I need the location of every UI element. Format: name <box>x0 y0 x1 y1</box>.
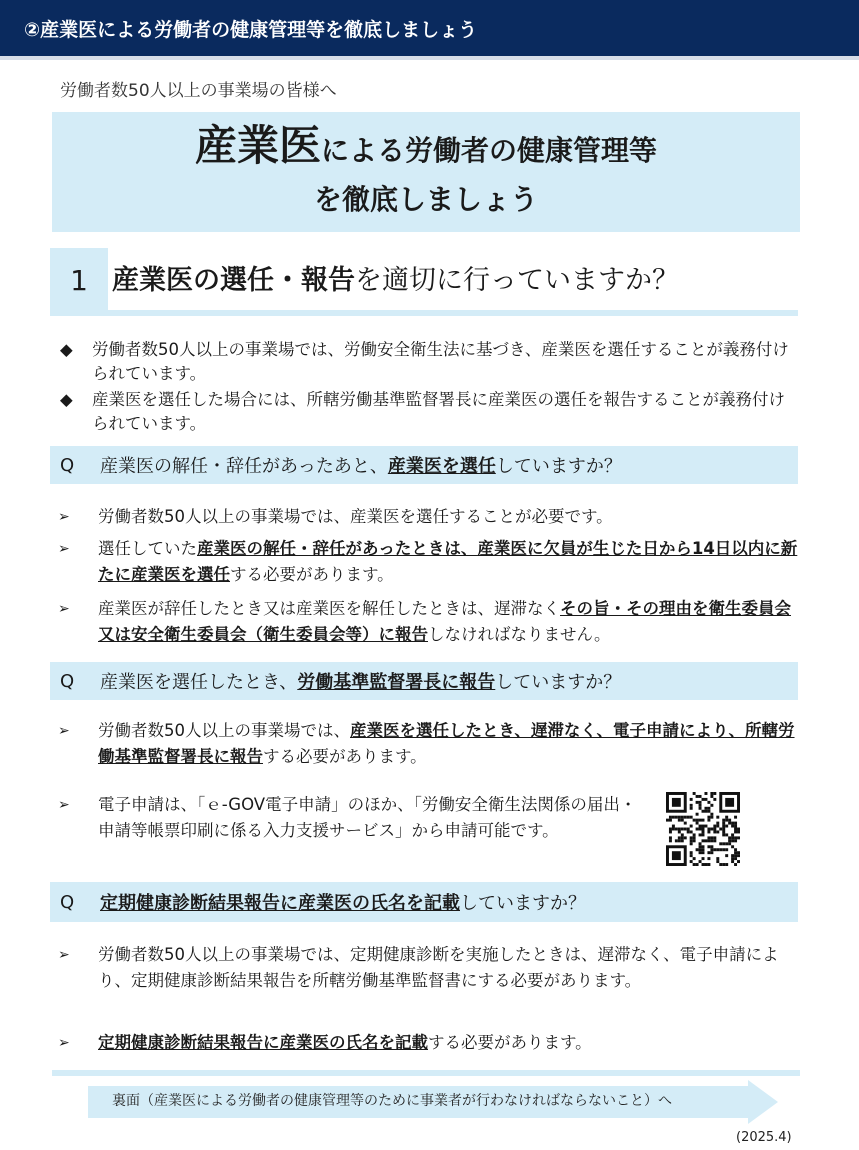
arrow-bullet-icon: ➢ <box>58 723 70 739</box>
q2-pre: 産業医を選任したとき、 <box>100 672 298 693</box>
list-item <box>58 596 798 648</box>
item-bold: 定期健康診断結果報告に産業医の氏名を記載 <box>98 1033 428 1052</box>
question-1-bar <box>50 446 798 484</box>
section-title <box>112 258 679 297</box>
q1-post: していますか？ <box>495 456 622 477</box>
item-text: 労働者数50人以上の事業場では、 <box>98 721 350 740</box>
q3-post: していますか？ <box>460 893 586 914</box>
list-item <box>58 942 798 994</box>
list-item <box>58 1030 798 1056</box>
item-bold: 産業医を選任したとき、遅滞なく、電子申請により、所轄労働基準監督署長に報告 <box>98 721 795 766</box>
arrow-bullet-icon: ➢ <box>58 947 70 963</box>
q-label: Q <box>60 670 75 692</box>
list-item <box>58 504 798 530</box>
list-item <box>58 718 798 770</box>
q1-pre: 産業医の解任・辞任があったあと、 <box>100 456 388 477</box>
item-bold: 産業医の解任・辞任があったときは、産業医に欠員が生じた日から14日以内に新たに産業医を選任 <box>98 539 798 584</box>
item-text-post: しなければなりません。 <box>428 625 611 644</box>
next-page-link[interactable]: 裏面（産業医による労働者の健康管理等のために事業者が行わなければならないこと）へ <box>112 1093 672 1109</box>
main-title-rest: による労働者の健康管理等 <box>321 134 658 167</box>
q2-bold: 労働基準監督署長に報告 <box>297 672 496 693</box>
item-text-post: する必要があります。 <box>428 1033 592 1052</box>
intro-text: 労働者数50人以上の事業場の皆様へ <box>60 81 337 101</box>
section-title-rest: を適切に行っていますか？ <box>355 265 679 296</box>
main-title-box <box>52 112 800 232</box>
header-bar <box>0 0 859 56</box>
qr-code-icon[interactable] <box>666 792 740 866</box>
section-underline <box>50 310 798 316</box>
item-text: 産業医が辞任したとき又は産業医を解任したときは、遅滞なく <box>98 599 560 618</box>
arrow-bullet-icon: ➢ <box>58 797 70 813</box>
header-title: ②産業医による労働者の健康管理等を徹底しましょう <box>24 18 478 41</box>
issue-date: (2025.4) <box>736 1130 792 1145</box>
bullet-text: 産業医を選任した場合には、所轄労働基準監督署長に産業医の選任を報告することが義務付けられています。 <box>92 390 785 433</box>
item-text: 労働者数50人以上の事業場では、産業医を選任することが必要です。 <box>98 507 613 526</box>
diamond-bullet-icon: ◆ <box>60 390 73 409</box>
header-divider <box>0 56 859 60</box>
arrow-bullet-icon: ➢ <box>58 541 70 557</box>
diamond-bullet-icon: ◆ <box>60 340 73 359</box>
arrow-bullet-icon: ➢ <box>58 601 70 617</box>
item-text: 電子申請は、「ｅ-GOV電子申請」のほか、「労働安全衛生法関係の届出・申請等帳票印刷に係る入力支援サービス」から申請可能です。 <box>98 795 637 840</box>
item-text: 労働者数50人以上の事業場では、定期健康診断を実施したときは、遅滞なく、電子申請により、定期健康診断結果報告を所轄労働基準監督書にする必要があります。 <box>98 945 779 990</box>
main-title-line1 <box>52 120 800 177</box>
q3-bold: 定期健康診断結果報告に産業医の氏名を記載 <box>100 893 460 914</box>
section-1-heading <box>50 248 798 312</box>
bullet-item <box>60 338 790 386</box>
footer-divider <box>52 1070 800 1076</box>
arrow-bullet-icon: ➢ <box>58 1035 70 1051</box>
main-title-big: 産業医 <box>194 121 321 170</box>
q-label: Q <box>60 454 75 476</box>
bullet-item <box>60 388 790 436</box>
question-2-bar <box>50 662 798 700</box>
item-bold: その旨・その理由を衛生委員会又は安全衛生委員会（衛生委員会等）に報告 <box>98 599 791 644</box>
list-item <box>58 792 638 844</box>
q1-bold: 産業医を選任 <box>387 456 496 477</box>
q-label: Q <box>60 891 75 913</box>
bullet-text: 労働者数50人以上の事業場では、労働安全衛生法に基づき、産業医を選任することが義務付けられています。 <box>92 340 789 383</box>
section-title-bold: 産業医の選任・報告 <box>112 265 355 296</box>
q2-post: していますか？ <box>495 672 622 693</box>
item-text-post: する必要があります。 <box>230 565 394 584</box>
item-text-post: する必要があります。 <box>263 747 427 766</box>
item-text: 選任していた <box>98 539 197 558</box>
question-3-bar <box>50 882 798 922</box>
list-item <box>58 536 798 588</box>
section-number: 1 <box>50 248 108 312</box>
arrow-bullet-icon: ➢ <box>58 509 70 525</box>
main-title-line2: を徹底しましょう <box>313 183 538 216</box>
